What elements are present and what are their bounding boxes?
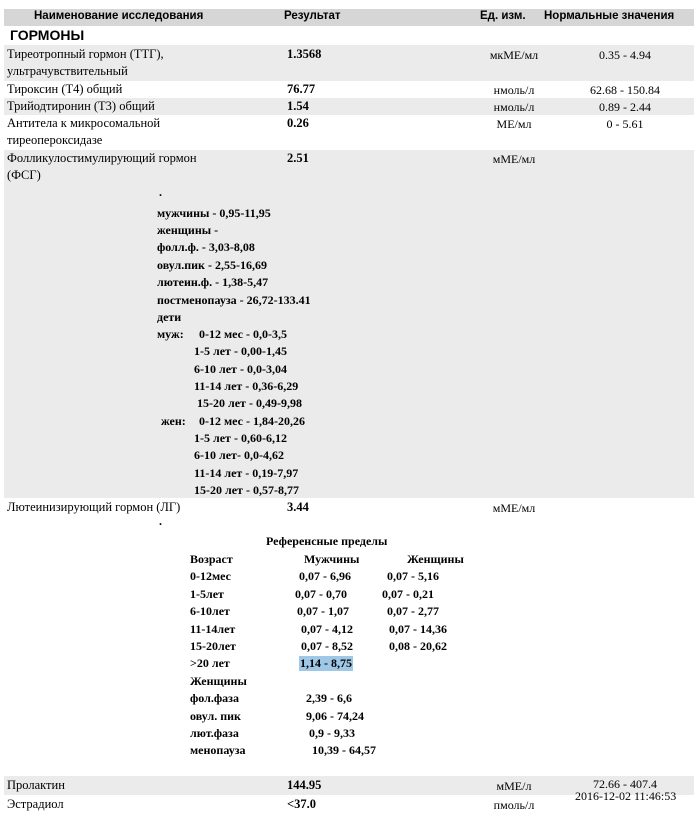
- lh-phase: лют.фаза: [190, 726, 239, 740]
- lh-age: 0-12мес: [190, 569, 231, 583]
- fsh-male-line: 0-12 мес - 0,0-3,5: [199, 327, 287, 341]
- lh-ref-title: Референсные пределы: [266, 534, 388, 548]
- lh-age: 6-10лет: [190, 604, 230, 618]
- table-row: [4, 115, 694, 150]
- lh-phase-value: 10,39 - 64,57: [312, 743, 376, 757]
- lh-col-female: Женщины: [407, 552, 464, 566]
- lh-age: 15-20лет: [190, 639, 236, 653]
- test-name: Тироксин (Т4) общий: [7, 82, 123, 96]
- test-unit: нмоль/л: [493, 100, 535, 114]
- test-name: Трийодтиронин (Т3) общий: [7, 99, 155, 113]
- fsh-female-line: 6-10 лет- 0,0-4,62: [194, 448, 284, 462]
- lh-female-range: 0,07 - 0,21: [382, 587, 434, 601]
- lh-col-male: Мужчины: [304, 552, 360, 566]
- test-name: Пролактин: [7, 778, 65, 792]
- fsh-ref-line: дети: [157, 310, 182, 324]
- table-header: [4, 9, 694, 26]
- test-name: Лютеинизирующий гормон (ЛГ): [7, 500, 181, 514]
- header-unit-col: Ед. изм.: [480, 10, 526, 22]
- lh-phase: фол.фаза: [190, 691, 240, 705]
- test-norm: 0.35 - 4.94: [599, 48, 651, 62]
- fsh-ref-line: лютеин.ф. - 1,38-5,47: [157, 275, 269, 289]
- fsh-female-line: 11-14 лет - 0,19-7,97: [194, 466, 299, 480]
- header-name-col: Наименование исследования: [34, 10, 204, 22]
- test-result: <37.0: [287, 797, 316, 811]
- lh-male-range: 0,07 - 8,52: [301, 639, 353, 653]
- test-norm: 62.68 - 150.84: [590, 83, 660, 97]
- test-name-cont: (ФСГ): [7, 168, 41, 182]
- lh-male-range-highlighted: 1,14 - 8,75: [300, 656, 352, 670]
- lh-male-range: 0,07 - 4,12: [301, 622, 353, 636]
- test-result: 76.77: [287, 82, 316, 96]
- lh-female-range: 0,07 - 5,16: [387, 569, 439, 583]
- lh-phase: менопауза: [190, 743, 246, 757]
- test-norm: 0 - 5.61: [606, 117, 644, 131]
- fsh-male-label: муж:: [157, 327, 184, 341]
- table-row: [4, 150, 694, 498]
- fsh-male-line: 11-14 лет - 0,36-6,29: [194, 379, 299, 393]
- lh-phase-value: 0,9 - 9,33: [309, 726, 355, 740]
- fsh-male-line: 6-10 лет - 0,0-3,04: [194, 362, 287, 376]
- lh-female-range: 0,07 - 14,36: [389, 622, 447, 636]
- lh-age: 1-5лет: [190, 587, 224, 601]
- fsh-ref-line: постменопауза - 26,72-133.41: [157, 293, 311, 307]
- test-name-cont: ультрачувствительный: [7, 64, 128, 78]
- table-row: [4, 498, 694, 775]
- lh-age: >20 лет: [190, 656, 230, 670]
- lh-phase: овул. пик: [190, 709, 241, 723]
- lh-male-range: 0,07 - 0,70: [295, 587, 347, 601]
- fsh-ref-line: овул.пик - 2,55-16,69: [157, 258, 267, 272]
- test-name: Эстрадиол: [7, 797, 64, 811]
- lh-phase-value: 2,39 - 6,6: [306, 691, 352, 705]
- lh-male-range: 0,07 - 1,07: [297, 604, 349, 618]
- test-unit: пмоль/л: [493, 798, 535, 812]
- test-result: 0.26: [287, 116, 309, 130]
- table-row: [4, 81, 694, 98]
- fsh-female-line: 15-20 лет - 0,57-8,77: [194, 483, 299, 497]
- test-unit: мМЕ/мл: [492, 501, 536, 515]
- header-norm-col: Нормальные значения: [544, 10, 675, 22]
- print-timestamp: 2016-12-02 11:46:53: [575, 789, 677, 803]
- fsh-female-line: 1-5 лет - 0,60-6,12: [194, 431, 287, 445]
- fsh-ref-line: фолл.ф. - 3,03-8,08: [157, 240, 255, 254]
- fsh-male-line: 1-5 лет - 0,00-1,45: [194, 344, 287, 358]
- test-norm: 72.66 - 407.4: [593, 777, 657, 791]
- test-name: Фолликулостимулирующий гормон: [7, 151, 197, 165]
- lh-phase-value: 9,06 - 74,24: [306, 709, 364, 723]
- test-unit: МЕ/мл: [496, 117, 532, 131]
- lh-col-age: Возраст: [190, 552, 233, 566]
- test-result: 144.95: [287, 778, 322, 792]
- test-norm: 0.89 - 2.44: [599, 100, 651, 114]
- lh-female-range: 0,08 - 20,62: [389, 639, 447, 653]
- lh-ref-dot: .: [159, 514, 162, 528]
- fsh-female-label: жен:: [161, 414, 186, 428]
- test-name-cont: тиреопероксидазе: [7, 133, 103, 147]
- header-result-col: Результат: [284, 10, 341, 22]
- fsh-ref-line: мужчины - 0,95-11,95: [157, 206, 271, 220]
- section-title: ГОРМОНЫ: [4, 27, 694, 45]
- test-result: 2.51: [287, 151, 309, 165]
- test-name: Тиреотропный гормон (ТТГ),: [7, 47, 164, 61]
- test-unit: мМЕ/л: [496, 779, 532, 793]
- test-result: 1.3568: [287, 47, 322, 61]
- table-row: [4, 98, 694, 115]
- table-row: [4, 45, 694, 81]
- test-result: 3.44: [287, 500, 309, 514]
- fsh-female-line: 0-12 мес - 1,84-20,26: [199, 414, 305, 428]
- test-unit: нмоль/л: [493, 83, 535, 97]
- test-unit: мМЕ/мл: [492, 152, 536, 166]
- test-name: Антитела к микросомальной: [7, 116, 161, 130]
- lh-women-title: Женщины: [190, 674, 247, 688]
- fsh-ref-dot: .: [159, 185, 162, 199]
- lh-male-range: 0,07 - 6,96: [299, 569, 351, 583]
- lh-age: 11-14лет: [190, 622, 236, 636]
- fsh-male-line: 15-20 лет - 0,49-9,98: [197, 396, 302, 410]
- test-result: 1.54: [287, 99, 309, 113]
- lh-female-range: 0,07 - 2,77: [387, 604, 439, 618]
- test-unit: мкМЕ/мл: [489, 48, 539, 62]
- fsh-ref-line: женщины -: [157, 223, 219, 237]
